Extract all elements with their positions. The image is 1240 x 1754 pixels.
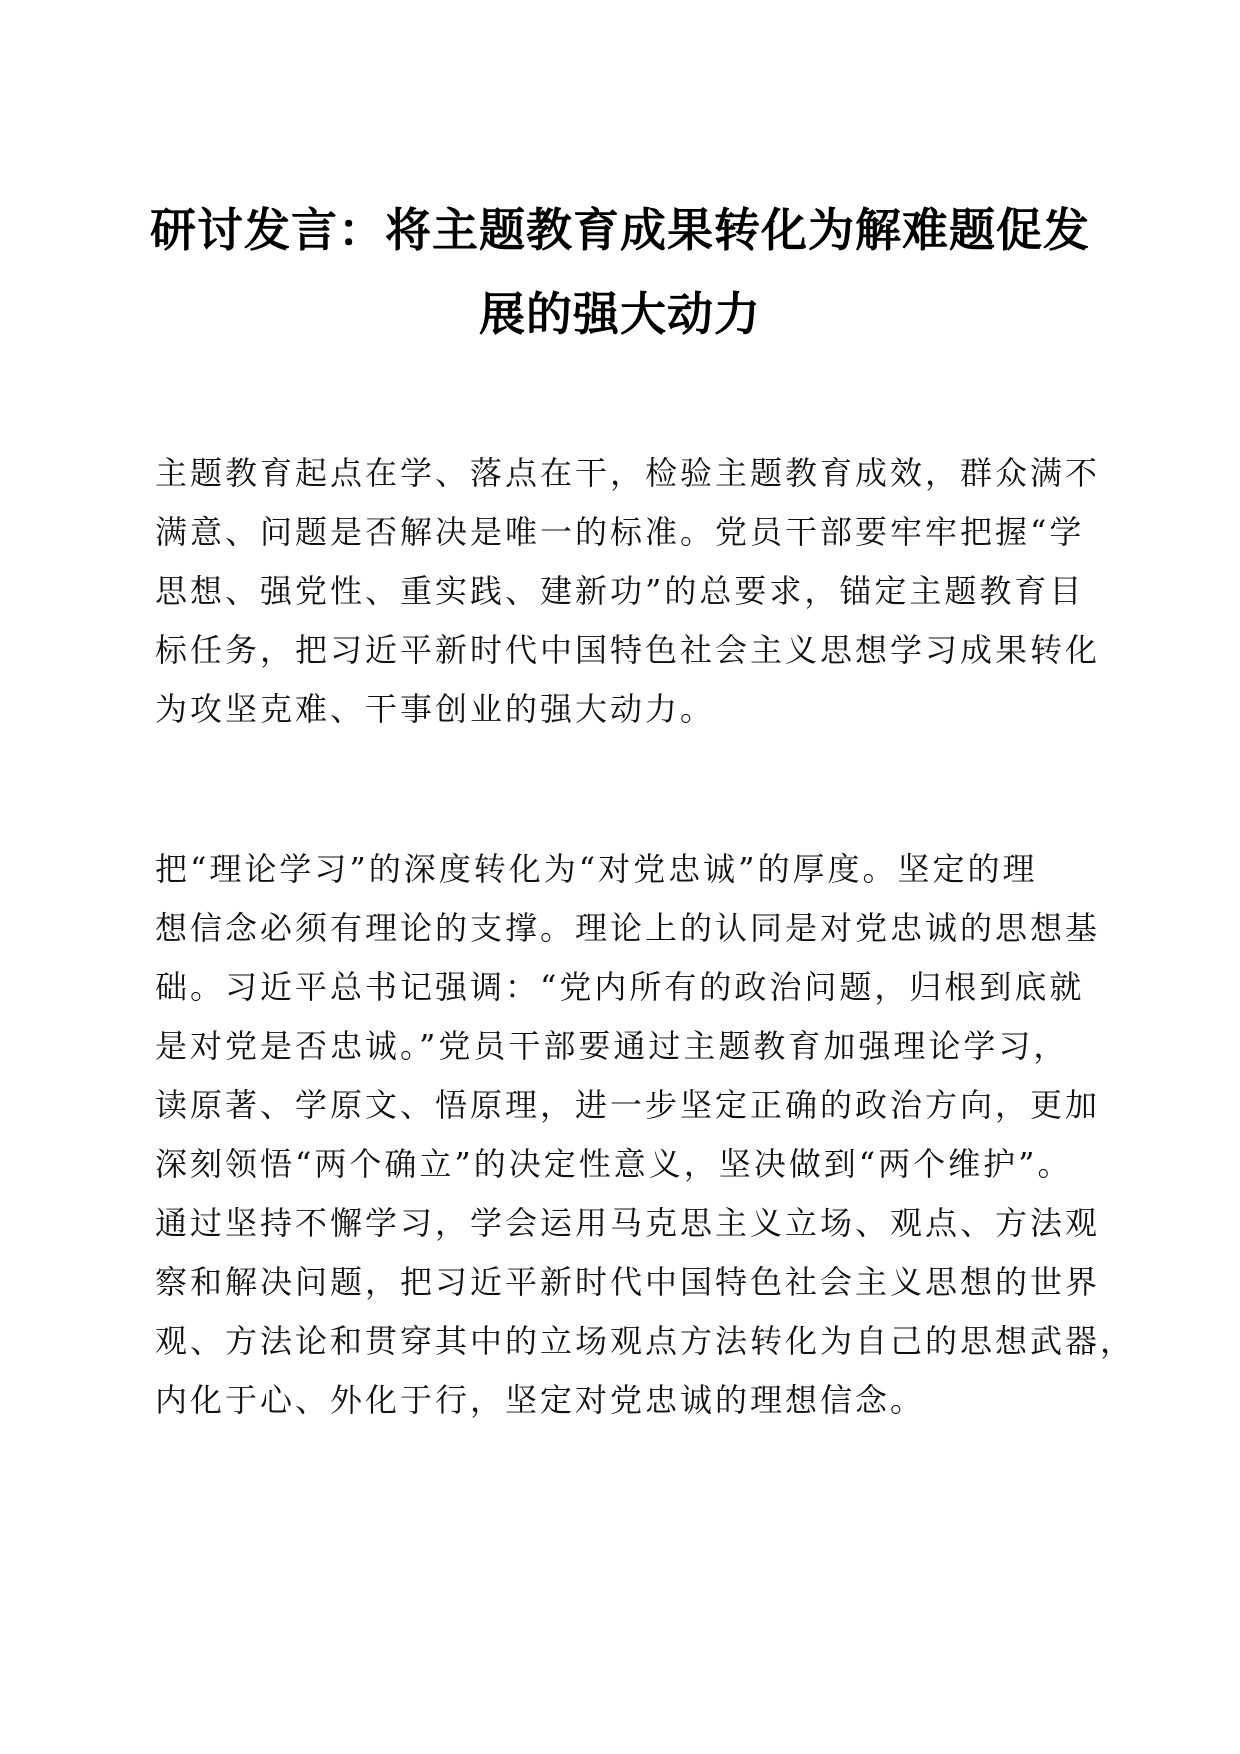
- paragraph-intro: [155, 444, 1101, 739]
- text-line: 通过坚持不懈学习，学会运用马克思主义立场、观点、方法观: [155, 1204, 1101, 1242]
- text-line: 把“理论学习”的深度转化为“对党忠诚”的厚度。坚定的理: [155, 850, 1038, 888]
- text-line: 础。习近平总书记强调：“党内所有的政治问题，归根到底就: [155, 968, 1085, 1006]
- text-line: 读原著、学原文、悟原理，进一步坚定正确的政治方向，更加: [155, 1086, 1101, 1124]
- title-line: 展的强大动力: [479, 287, 761, 341]
- text-line: 深刻领悟“两个确立”的决定性意义，坚决做到“两个维护”。: [155, 1145, 1073, 1183]
- title-line: 研讨发言：将主题教育成果转化为解难题促发: [150, 203, 1090, 257]
- text-line: 内化于心、外化于行，坚定对党忠诚的理想信念。: [155, 1381, 926, 1419]
- text-line: 想信念必须有理论的支撑。理论上的认同是对党忠诚的思想基: [155, 909, 1101, 947]
- text-line: 观、方法论和贯穿其中的立场观点方法转化为自己的思想武器，: [155, 1322, 1136, 1360]
- text-line: 察和解决问题，把习近平新时代中国特色社会主义思想的世界: [155, 1263, 1101, 1301]
- paragraph-theory-study: [155, 840, 1136, 1430]
- document-title: [140, 188, 1100, 356]
- text-line: 为攻坚克难、干事创业的强大动力。: [155, 690, 716, 728]
- text-line: 思想、强党性、重实践、建新功”的总要求，锚定主题教育目: [155, 572, 1085, 610]
- text-line: 主题教育起点在学、落点在干，检验主题教育成效，群众满不: [155, 454, 1101, 492]
- text-line: 满意、问题是否解决是唯一的标准。党员干部要牢牢把握“学: [155, 513, 1085, 551]
- text-line: 是对党是否忠诚。”党员干部要通过主题教育加强理论学习，: [155, 1027, 1069, 1065]
- text-line: 标任务，把习近平新时代中国特色社会主义思想学习成果转化: [155, 631, 1101, 669]
